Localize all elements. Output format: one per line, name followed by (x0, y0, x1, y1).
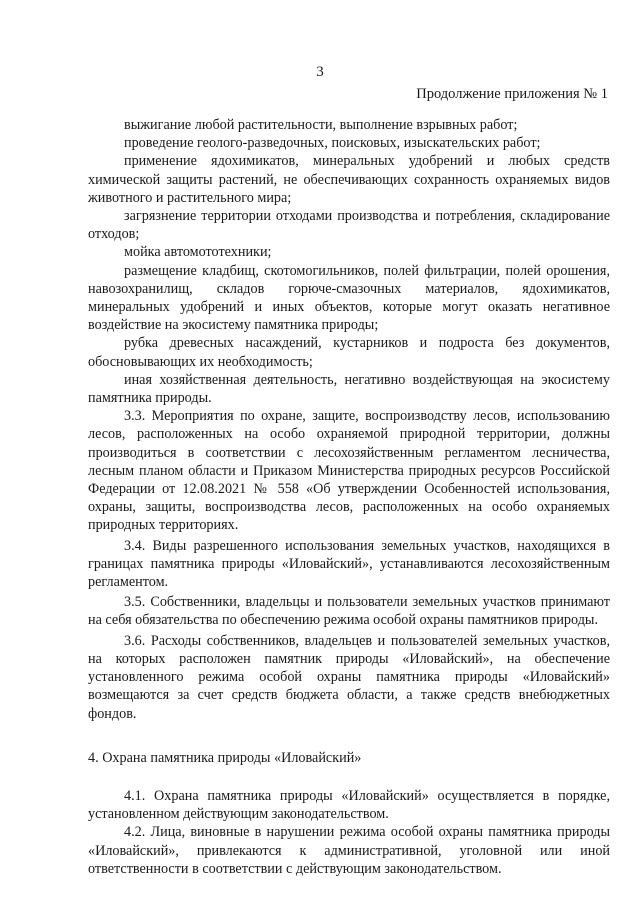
paragraph: иная хозяйственная деятельность, негативно воздействующая на экосистему памятника природы. (88, 371, 610, 407)
paragraph-4-1: 4.1. Охрана памятника природы «Иловайский» осуществляется в порядке, установленном действующим законодательством. (88, 787, 610, 823)
document-body (88, 116, 610, 878)
paragraph: выжигание любой растительности, выполнение взрывных работ; (124, 117, 518, 133)
paragraph: проведение геолого-разведочных, поисковых, изыскательских работ; (124, 135, 541, 152)
section-heading: 4. Охрана памятника природы «Иловайский» (88, 749, 362, 766)
paragraph: размещение кладбищ, скотомогильников, полей фильтрации, полей орошения, навозохранилищ, складов горюче-смазочных материалов, ядохимикатов, минеральных удобрений и иных объектов, которые могут оказать негативное воздействие на экосистему памятника природы; (88, 262, 610, 334)
paragraph-4-2: 4.2. Лица, виновные в нарушении режима особой охраны памятника природы «Иловайский», привлекаются к административной, уголовной или иной ответственности в соответствии с действующим законодательством. (88, 824, 610, 877)
paragraph-3-6: 3.6. Расходы собственников, владельцев и пользователей земельных участков, на которых расположен памятник природы «Иловайский», на обеспечение установленного режима особой охраны памятника природы «Иловайский» возмещаются за счет средств бюджета области, а также средств внебюджетных фондов. (88, 632, 610, 722)
paragraph: применение ядохимикатов, минеральных удобрений и любых средств химической защиты растений, не обеспечивающих сохранность охраняемых видов животного и растительного мира; (88, 153, 610, 206)
paragraph-3-4: 3.4. Виды разрешенного использования земельных участков, находящихся в границах памятника природы «Иловайский», устанавливаются лесохозяйственным регламентом. (88, 537, 610, 591)
page-number: 3 (316, 64, 324, 80)
paragraph-3-3: 3.3. Мероприятия по охране, защите, воспроизводству лесов, использованию лесов, расположенных на особо охраняемой природной территории, должны производиться в соответствии с лесохозяйственным регламентом лесничества, лесным планом области и Приказом Министерства природных ресурсов Российской Федерации от 12.08.2021 № 558 «Об утверждении Особенностей использования, охраны, защиты, воспроизводства лесов, расположенных на особо охраняемых природных территориях. (88, 408, 610, 534)
paragraph: мойка автомототехники; (124, 244, 272, 261)
paragraph: загрязнение территории отходами производства и потребления, складирование отходов; (88, 208, 610, 243)
paragraph: рубка древесных насаждений, кустарников и подроста без документов, обосновывающих их необходимость; (88, 335, 610, 370)
appendix-continuation: Продолжение приложения № 1 (416, 86, 608, 102)
paragraph-3-5: 3.5. Собственники, владельцы и пользователи земельных участков принимают на себя обязательства по обеспечению режима особой охраны памятников природы. (88, 594, 610, 629)
